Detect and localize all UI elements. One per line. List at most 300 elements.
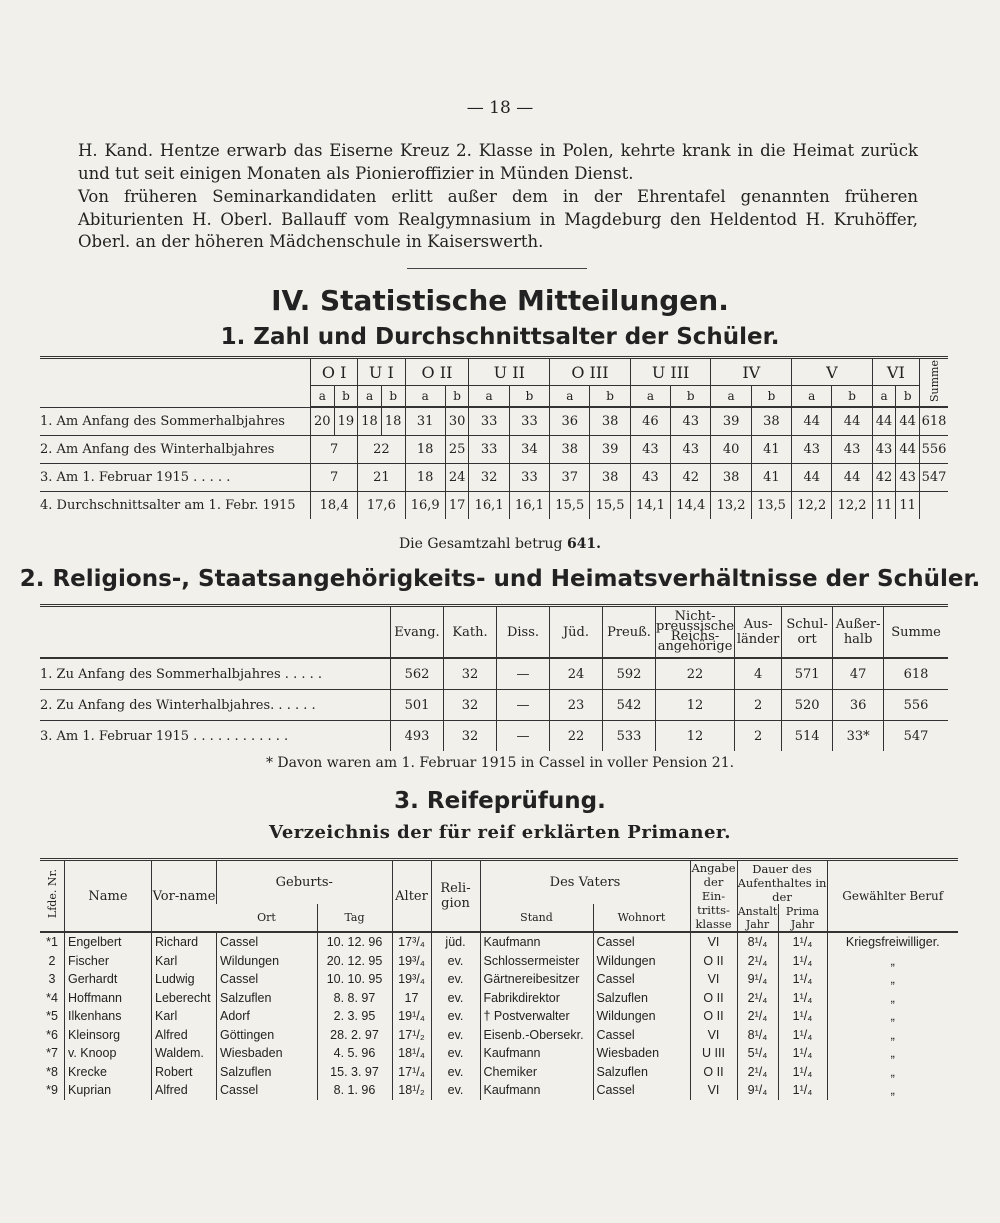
data-cell: — (497, 690, 550, 721)
first-name: Karl (152, 1007, 217, 1026)
data-cell: 562 (391, 658, 444, 690)
data-cell: 46 (630, 407, 670, 436)
first-name: Robert (152, 1063, 217, 1082)
merged-cell: 17,6 (358, 492, 405, 520)
row-number: *7 (46, 1046, 58, 1061)
section-main-heading: IV. Statistische Mitteilungen. (271, 284, 729, 317)
data-cell: 41 (751, 436, 791, 464)
header-ort: Ort (217, 904, 318, 932)
graduate-row (40, 1081, 958, 1100)
entry-class: VI (690, 932, 737, 952)
religion: ev. (431, 1081, 480, 1100)
years-school: 2¹/₄ (737, 1063, 778, 1082)
age: 19¹/₄ (392, 1007, 431, 1026)
header-nichtpreussisch: Nicht-preussische Reichs-angehörige (656, 606, 735, 659)
data-cell: 38 (550, 436, 590, 464)
row-number: *5 (46, 1009, 58, 1024)
row-number: 3 (48, 972, 56, 987)
class-header-v: V (792, 358, 873, 386)
birth-place: Wildungen (217, 952, 318, 971)
data-cell: 19 (334, 407, 358, 436)
graduate-row (40, 952, 958, 971)
sub-header-b: b (334, 386, 358, 408)
religion: ev. (431, 970, 480, 989)
birth-place: Cassel (217, 970, 318, 989)
section2-heading: 2. Religions-, Staatsangehörigkeits- und Heimatsverhältnisse der Schüler. (19, 566, 981, 592)
first-name: Waldem. (152, 1044, 217, 1063)
merged-cell: 18,4 (311, 492, 358, 520)
entry-class: O II (690, 952, 737, 971)
father-occupation: Kaufmann (480, 932, 593, 952)
birth-date: 8. 1. 96 (317, 1081, 392, 1100)
years-school: 8¹/₄ (737, 932, 778, 952)
sub-header-a: a (792, 386, 832, 408)
data-cell: 38 (590, 407, 630, 436)
religion: ev. (431, 989, 480, 1008)
entry-class: VI (690, 1026, 737, 1045)
data-cell: 43 (671, 407, 711, 436)
header-religion: Reli-gion (431, 860, 480, 933)
father-residence: Cassel (593, 1026, 690, 1045)
data-cell: 12 (656, 690, 735, 721)
chosen-career: „ (827, 989, 958, 1008)
father-occupation: † Postverwalter (480, 1007, 593, 1026)
header-name: Name (65, 860, 152, 933)
birth-date: 15. 3. 97 (317, 1063, 392, 1082)
data-cell: 493 (391, 721, 444, 752)
data-cell: 533 (603, 721, 656, 752)
entry-class: O II (690, 989, 737, 1008)
birth-place: Salzuflen (217, 989, 318, 1008)
row-label: 3. Am 1. Februar 1915 . . . . . . . . . . . . (40, 728, 289, 744)
table2-row (40, 658, 948, 690)
age: 18¹/₂ (392, 1081, 431, 1100)
section-divider (407, 268, 587, 269)
chosen-career: „ (827, 952, 958, 971)
chosen-career: „ (827, 1007, 958, 1026)
chosen-career: Kriegsfreiwilliger. (827, 932, 958, 952)
religion: ev. (431, 1044, 480, 1063)
graduate-row (40, 932, 958, 952)
section1-heading: 1. Zahl und Durchschnittsalter der Schüler. (220, 324, 780, 350)
father-residence: Salzuflen (593, 1063, 690, 1082)
graduates-table (40, 858, 958, 1100)
data-cell: 32 (444, 658, 497, 690)
data-cell: 11 (896, 492, 920, 520)
header-tag: Tag (317, 904, 392, 932)
data-cell: 36 (833, 690, 884, 721)
birth-place: Göttingen (217, 1026, 318, 1045)
sum-cell: 618 (920, 407, 949, 436)
years-prima: 1¹/₄ (778, 1044, 827, 1063)
header-ausserhalb: Außer-halb (833, 606, 884, 659)
graduate-row (40, 1063, 958, 1082)
age: 17¹/₂ (392, 1026, 431, 1045)
data-cell: 32 (444, 721, 497, 752)
data-cell: 15,5 (590, 492, 630, 520)
age: 19³/₄ (392, 952, 431, 971)
data-cell: 39 (590, 436, 630, 464)
sub-header-a: a (550, 386, 590, 408)
father-occupation: Gärtnereibesitzer (480, 970, 593, 989)
header-angabe: Angabe der Ein-tritts-klasse (691, 861, 736, 931)
data-cell: — (497, 721, 550, 752)
data-cell: 556 (884, 690, 948, 721)
data-cell: 38 (590, 464, 630, 492)
entry-class: VI (690, 1081, 737, 1100)
header-summe: Summe (884, 606, 948, 659)
header-anstalt: Anstalt Jahr (737, 904, 778, 931)
graduate-row (40, 970, 958, 989)
data-cell: 33 (469, 436, 509, 464)
graduate-row (40, 1044, 958, 1063)
table3-header-row-1 (40, 860, 958, 905)
data-cell: 25 (445, 436, 469, 464)
graduate-row (40, 989, 958, 1008)
student-name: v. Knoop (65, 1044, 152, 1063)
first-name: Leberecht (152, 989, 217, 1008)
footnote-pension: * Davon waren am 1. Februar 1915 in Cassel in voller Pension 21. (265, 755, 735, 771)
row-label: 4. Durchschnittsalter am 1. Febr. 1915 (40, 498, 296, 513)
data-cell: 33* (833, 721, 884, 752)
sub-header-a: a (358, 386, 382, 408)
graduate-row (40, 1007, 958, 1026)
student-name: Engelbert (65, 932, 152, 952)
class-header-vi: VI (872, 358, 919, 386)
data-cell: 33 (509, 464, 549, 492)
age: 17³/₄ (392, 932, 431, 952)
row-label: 1. Am Anfang des Sommerhalbjahres (40, 407, 311, 436)
sum-cell: 556 (920, 436, 949, 464)
table1-body (40, 407, 948, 519)
class-header-ui: U I (358, 358, 405, 386)
class-header-oiii: O III (550, 358, 631, 386)
sub-header-a: a (711, 386, 751, 408)
student-name: Hoffmann (65, 989, 152, 1008)
row-number: *1 (46, 935, 58, 950)
data-cell: 43 (630, 436, 670, 464)
data-cell: 542 (603, 690, 656, 721)
data-cell: 43 (630, 464, 670, 492)
table2-row (40, 721, 948, 752)
header-diss: Diss. (497, 606, 550, 659)
data-cell: 4 (735, 658, 782, 690)
data-cell: 18 (405, 464, 445, 492)
data-cell: 571 (782, 658, 833, 690)
data-cell: 18 (381, 407, 405, 436)
father-occupation: Kaufmann (480, 1081, 593, 1100)
entry-class: VI (690, 970, 737, 989)
data-cell: 24 (445, 464, 469, 492)
header-kath: Kath. (444, 606, 497, 659)
data-cell: 44 (792, 464, 832, 492)
header-preuss: Preuß. (603, 606, 656, 659)
row-number: *9 (46, 1083, 58, 1098)
paragraph-seminarkandidaten: Von früheren Seminarkandidaten erlitt außer dem in der Ehrentafel genannten früheren Abiturienten H. Oberl. Ballauff vom Realgymnasium in Magdeburg den Heldentod H. Kruhöffer, Oberl. an der höheren Mädchenschule in Kaiserswerth. (78, 187, 918, 251)
first-name: Alfred (152, 1081, 217, 1100)
data-cell: 44 (896, 407, 920, 436)
father-residence: Cassel (593, 970, 690, 989)
birth-place: Adorf (217, 1007, 318, 1026)
chosen-career: „ (827, 1063, 958, 1082)
data-cell: 30 (445, 407, 469, 436)
table2-corner (40, 606, 391, 659)
header-geburts: Geburts- (217, 860, 393, 905)
data-cell: 24 (550, 658, 603, 690)
data-cell: 12 (656, 721, 735, 752)
father-residence: Wildungen (593, 1007, 690, 1026)
data-cell: 16,1 (509, 492, 549, 520)
first-name: Ludwig (152, 970, 217, 989)
data-cell: 18 (358, 407, 382, 436)
chosen-career: „ (827, 1081, 958, 1100)
birth-date: 10. 12. 96 (317, 932, 392, 952)
row-label: 1. Zu Anfang des Sommerhalbjahres . . . . . (40, 658, 391, 690)
years-school: 9¹/₄ (737, 1081, 778, 1100)
data-cell: 37 (550, 464, 590, 492)
birth-date: 8. 8. 97 (317, 989, 392, 1008)
header-schulort: Schul-ort (782, 606, 833, 659)
data-cell: 44 (872, 407, 896, 436)
class-header-oi: O I (311, 358, 358, 386)
data-cell: 22 (656, 658, 735, 690)
years-prima: 1¹/₄ (778, 1026, 827, 1045)
birth-date: 10. 10. 95 (317, 970, 392, 989)
merged-cell: 21 (358, 464, 405, 492)
years-school: 8¹/₄ (737, 1026, 778, 1045)
years-prima: 1¹/₄ (778, 1007, 827, 1026)
sum-header: Summe (920, 358, 949, 408)
sub-header-b: b (751, 386, 791, 408)
data-cell: 44 (896, 436, 920, 464)
sub-header-b: b (445, 386, 469, 408)
paragraph-hentze: H. Kand. Hentze erwarb das Eiserne Kreuz 2. Klasse in Polen, kehrte krank in die Heimat zurück und tut seit einigen Monaten als Pionieroffizier in Münden Dienst. (78, 141, 918, 183)
religion: ev. (431, 1026, 480, 1045)
data-cell: 38 (751, 407, 791, 436)
first-name: Alfred (152, 1026, 217, 1045)
sub-header-a: a (872, 386, 896, 408)
sub-header-a: a (630, 386, 670, 408)
sub-header-a: a (311, 386, 335, 408)
data-cell: 44 (792, 407, 832, 436)
data-cell: 32 (444, 690, 497, 721)
student-name: Kuprian (65, 1081, 152, 1100)
first-name: Richard (152, 932, 217, 952)
years-school: 2¹/₄ (737, 952, 778, 971)
religion: ev. (431, 952, 480, 971)
data-cell: — (497, 658, 550, 690)
years-prima: 1¹/₄ (778, 1081, 827, 1100)
years-school: 2¹/₄ (737, 989, 778, 1008)
student-name: Ilkenhans (65, 1007, 152, 1026)
sub-header-b: b (671, 386, 711, 408)
chosen-career: „ (827, 1026, 958, 1045)
total-line: Die Gesamtzahl betrug 641. (398, 536, 602, 552)
row-label: 2. Zu Anfang des Winterhalbjahres. . . . . . (40, 690, 391, 721)
data-cell: 44 (832, 407, 872, 436)
data-cell: 14,4 (671, 492, 711, 520)
row-number: *6 (46, 1027, 58, 1042)
father-occupation: Schlossermeister (480, 952, 593, 971)
header-alter: Alter (392, 860, 431, 933)
data-cell: 33 (509, 407, 549, 436)
table1-row (40, 464, 948, 492)
birth-date: 4. 5. 96 (317, 1044, 392, 1063)
row-number: 2 (48, 953, 56, 968)
table1-row (40, 436, 948, 464)
table2-body (40, 658, 948, 751)
row-number: *8 (46, 1064, 58, 1079)
age: 19³/₄ (392, 970, 431, 989)
years-school: 5¹/₄ (737, 1044, 778, 1063)
data-cell: 43 (896, 464, 920, 492)
merged-cell: 7 (311, 464, 358, 492)
header-stand: Stand (480, 904, 593, 932)
data-cell: 16,9 (405, 492, 445, 520)
data-cell: 17 (445, 492, 469, 520)
data-cell: 44 (832, 464, 872, 492)
header-jued: Jüd. (550, 606, 603, 659)
class-header-iv: IV (711, 358, 792, 386)
entry-class: U III (690, 1044, 737, 1063)
header-vater: Des Vaters (480, 860, 690, 905)
data-cell: 13,5 (751, 492, 791, 520)
sum-cell (920, 492, 949, 520)
graduate-row (40, 1026, 958, 1045)
data-cell: 14,1 (630, 492, 670, 520)
header-evang: Evang. (391, 606, 444, 659)
data-cell: 39 (711, 407, 751, 436)
class-header-uii: U II (469, 358, 550, 386)
religion-table (40, 604, 948, 751)
data-cell: 43 (872, 436, 896, 464)
data-cell: 520 (782, 690, 833, 721)
years-prima: 1¹/₄ (778, 932, 827, 952)
data-cell: 23 (550, 690, 603, 721)
sum-cell: 547 (920, 464, 949, 492)
merged-cell: 7 (311, 436, 358, 464)
data-cell: 31 (405, 407, 445, 436)
entry-class: O II (690, 1063, 737, 1082)
years-prima: 1¹/₄ (778, 970, 827, 989)
father-residence: Cassel (593, 1081, 690, 1100)
page-number: — 18 — (466, 98, 534, 118)
father-residence: Wiesbaden (593, 1044, 690, 1063)
years-prima: 1¹/₄ (778, 952, 827, 971)
row-number: *4 (46, 990, 58, 1005)
sub-header-b: b (832, 386, 872, 408)
table1-corner (40, 358, 311, 408)
data-cell: 501 (391, 690, 444, 721)
data-cell: 16,1 (469, 492, 509, 520)
father-occupation: Chemiker (480, 1063, 593, 1082)
father-occupation: Kaufmann (480, 1044, 593, 1063)
data-cell: 32 (469, 464, 509, 492)
header-auslaender: Aus-länder (735, 606, 782, 659)
header-vorname: Vor-name (152, 860, 217, 933)
section3-subheading: Verzeichnis der für reif erklärten Primaner. (269, 822, 731, 843)
data-cell: 34 (509, 436, 549, 464)
father-residence: Wildungen (593, 952, 690, 971)
sub-header-a: a (405, 386, 445, 408)
sub-header-a: a (469, 386, 509, 408)
years-prima: 1¹/₄ (778, 989, 827, 1008)
religion: jüd. (431, 932, 480, 952)
data-cell: 38 (711, 464, 751, 492)
data-cell: 514 (782, 721, 833, 752)
data-cell: 618 (884, 658, 948, 690)
data-cell: 2 (735, 721, 782, 752)
data-cell: 12,2 (792, 492, 832, 520)
table1-class-header-row (40, 358, 948, 386)
table1-row (40, 407, 948, 436)
data-cell: 42 (671, 464, 711, 492)
data-cell: 41 (751, 464, 791, 492)
religion: ev. (431, 1007, 480, 1026)
table2-row (40, 690, 948, 721)
chosen-career: „ (827, 970, 958, 989)
chosen-career: „ (827, 1044, 958, 1063)
data-cell: 22 (550, 721, 603, 752)
data-cell: 33 (469, 407, 509, 436)
class-header-oii: O II (405, 358, 469, 386)
header-lfd-nr: Lfde. Nr. (40, 860, 65, 933)
table1-row (40, 492, 948, 520)
birth-date: 2. 3. 95 (317, 1007, 392, 1026)
header-beruf: Gewählter Beruf (827, 860, 958, 933)
data-cell: 47 (833, 658, 884, 690)
age: 18¹/₄ (392, 1044, 431, 1063)
father-residence: Cassel (593, 932, 690, 952)
data-cell: 18 (405, 436, 445, 464)
data-cell: 13,2 (711, 492, 751, 520)
data-cell: 40 (711, 436, 751, 464)
data-cell: 15,5 (550, 492, 590, 520)
sub-header-b: b (509, 386, 549, 408)
table3-body (40, 932, 958, 1100)
sub-header-b: b (590, 386, 630, 408)
total-value: 641. (566, 536, 602, 552)
student-name: Kleinsorg (65, 1026, 152, 1045)
birth-date: 20. 12. 95 (317, 952, 392, 971)
years-school: 2¹/₄ (737, 1007, 778, 1026)
data-cell: 11 (872, 492, 896, 520)
student-name: Krecke (65, 1063, 152, 1082)
birth-place: Cassel (217, 932, 318, 952)
birth-place: Salzuflen (217, 1063, 318, 1082)
birth-date: 28. 2. 97 (317, 1026, 392, 1045)
data-cell: 20 (311, 407, 335, 436)
header-prima: Prima Jahr (778, 904, 827, 932)
table2-header-row (40, 606, 948, 659)
data-cell: 42 (872, 464, 896, 492)
data-cell: 43 (671, 436, 711, 464)
data-cell: 2 (735, 690, 782, 721)
header-dauer: Dauer des Aufenthaltes in der (737, 860, 827, 905)
years-prima: 1¹/₄ (778, 1063, 827, 1082)
data-cell: 12,2 (832, 492, 872, 520)
religion: ev. (431, 1063, 480, 1082)
first-name: Karl (152, 952, 217, 971)
student-count-table (40, 356, 948, 519)
father-occupation: Fabrikdirektor (480, 989, 593, 1008)
data-cell: 43 (832, 436, 872, 464)
sub-header-b: b (381, 386, 405, 408)
row-label: 2. Am Anfang des Winterhalbjahres (40, 436, 311, 464)
data-cell: 43 (792, 436, 832, 464)
sub-header-b: b (896, 386, 920, 408)
student-name: Gerhardt (65, 970, 152, 989)
